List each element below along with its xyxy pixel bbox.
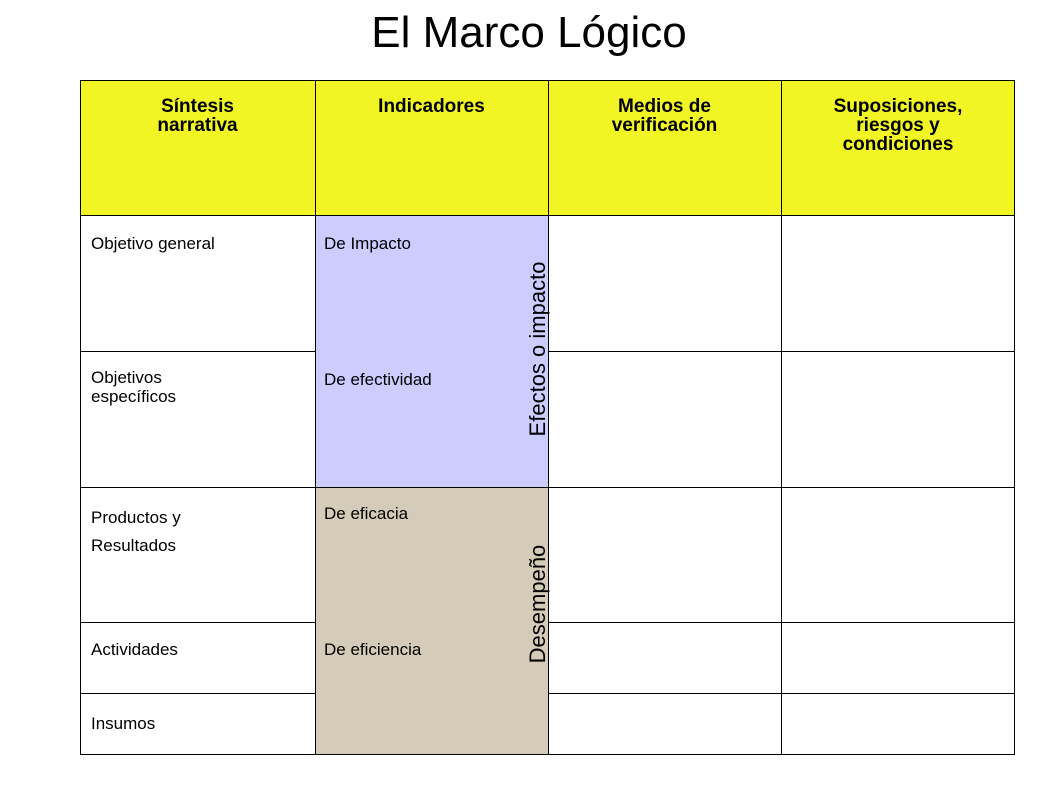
performance-vertical-label: Desempeño — [525, 544, 550, 664]
performance-block — [315, 487, 548, 755]
header-narrative-label: Síntesis narrativa — [157, 96, 238, 136]
effects-vertical-label: Efectos o impacto — [525, 261, 550, 437]
row-1-indicator: De Impacto — [324, 234, 411, 253]
header-verification-label: Medios de verificación — [611, 96, 718, 136]
header-indicators-label: Indicadores — [378, 96, 485, 117]
row-4-narrative: Actividades — [91, 640, 178, 659]
header-indicators — [315, 80, 548, 215]
header-narrative — [80, 80, 315, 215]
row-1-narrative: Objetivo general — [91, 234, 215, 253]
row-5-narrative: Insumos — [91, 714, 156, 733]
page-title: El Marco Lógico — [371, 8, 687, 57]
header-assumptions-label: Suposiciones, riesgos y condiciones — [833, 96, 963, 155]
row-4-indicator: De eficiencia — [324, 640, 422, 659]
effects-block — [315, 215, 548, 487]
row-3-indicator: De eficacia — [324, 504, 409, 523]
header-assumptions — [781, 80, 1015, 215]
row-3-narrative: Productos y Resultados — [91, 508, 181, 555]
row-2-narrative: Objetivos específicos — [91, 368, 177, 406]
header-verification — [548, 80, 781, 215]
row-2-indicator: De efectividad — [324, 370, 432, 389]
